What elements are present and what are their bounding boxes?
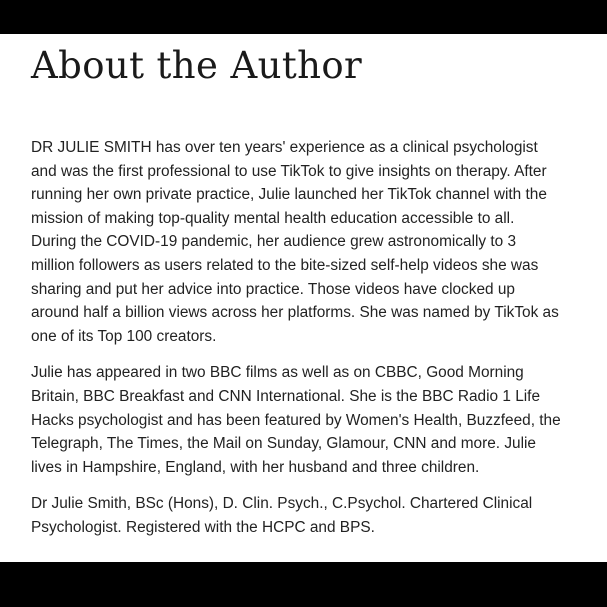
bio-paragraph-2: Julie has appeared in two BBC films as well as on CBBC, Good Morning Britain, BBC Breakfast and CNN International. She is the BBC Radio 1 Life Hacks psychologist and has been featured by Women's Health, Buzzfeed, the Telegraph, The Times, the Mail on Sunday, Glamour, CNN and more. Julie lives in Hampshire, England, with her husband and three children. [31, 364, 561, 476]
page-title: About the Author [31, 44, 363, 87]
bio-paragraph-1: DR JULIE SMITH has over ten years' experience as a clinical psychologist and was the first professional to use TikTok to give insights on therapy. After running her own private practice, Julie launched her TikTok channel with the mission of making top-quality mental health education accessible to all. During the COVID-19 pandemic, her audience grew astronomically to 3 million followers as users related to the bite-sized self-help videos she was sharing and put her advice into practice. Those videos have clocked up around half a billion views across her platforms. She was named by TikTok as one of its Top 100 creators. [31, 139, 559, 345]
author-bio [31, 136, 561, 553]
bio-paragraph-3: Dr Julie Smith, BSc (Hons), D. Clin. Psych., C.Psychol. Chartered Clinical Psychologist. Registered with the HCPC and BPS. [31, 495, 533, 536]
document-page [0, 34, 607, 562]
